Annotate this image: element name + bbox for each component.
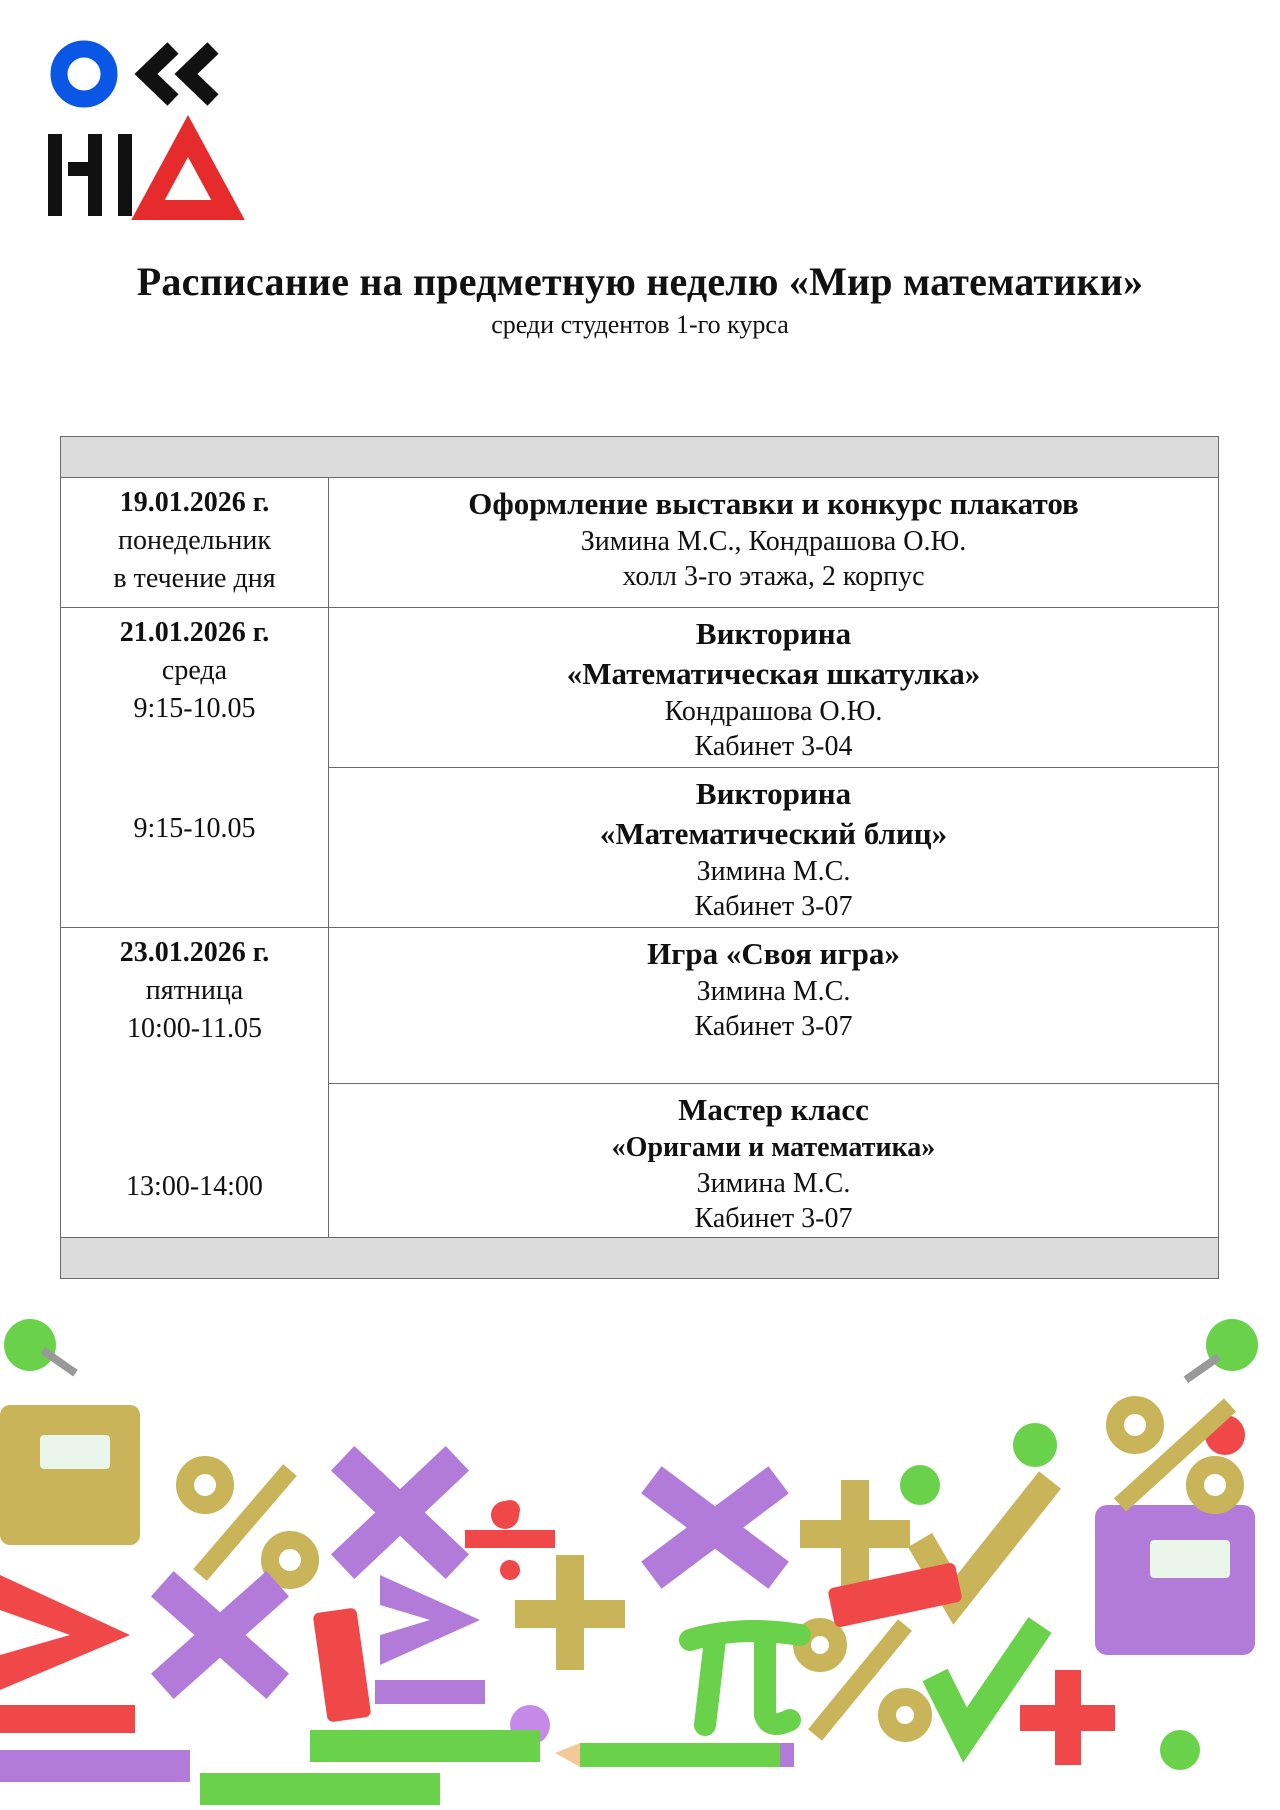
organization-logo: [48, 38, 258, 228]
schedule-table: [60, 436, 1219, 1279]
percent-sign-icon: [802, 1625, 923, 1735]
event-day: понедельник: [117, 525, 271, 556]
event-cell: [329, 478, 1219, 608]
date-cell: [61, 608, 329, 928]
event-teacher: Зимина М.С.: [696, 976, 851, 1007]
event-place: Кабинет 3-04: [694, 731, 853, 762]
notebook-icon: [1095, 1505, 1255, 1655]
page-subtitle: среди студентов 1-го курса: [491, 310, 789, 339]
multiply-sign-icon: [665, 1490, 765, 1565]
division-sign-icon: [465, 1500, 555, 1580]
greater-or-equal-icon: [0, 1575, 135, 1733]
plus-sign-icon: [1020, 1670, 1115, 1765]
notebook-icon: [0, 1405, 140, 1545]
greater-or-equal-icon: [375, 1575, 485, 1704]
event-cell: [329, 768, 1219, 928]
minus-sign-icon: [0, 1750, 190, 1782]
eraser-icon: [313, 1607, 372, 1722]
pencil-icon: [555, 1743, 794, 1767]
event-day: среда: [161, 655, 228, 686]
event-cell: [329, 1084, 1219, 1238]
event-time: 13:00-14:00: [126, 1171, 263, 1202]
date-cell: [61, 928, 329, 1238]
event-title: Викторина: [695, 776, 852, 811]
ruler-icon: [310, 1730, 540, 1762]
event-date: 23.01.2026 г.: [119, 937, 270, 968]
date-cell: [61, 478, 329, 608]
table-header-row: [61, 437, 1219, 478]
event-time: 9:15-10.05: [133, 813, 256, 844]
event-place: Кабинет 3-07: [694, 1011, 853, 1042]
push-pin-icon: [4, 1319, 78, 1376]
percent-sign-icon: [185, 1465, 310, 1580]
event-cell: [329, 928, 1219, 1084]
plus-sign-icon: [515, 1555, 625, 1670]
event-date: 19.01.2026 г.: [119, 487, 270, 518]
event-time: в течение дня: [113, 563, 276, 594]
multiply-sign-icon: [175, 1595, 265, 1675]
plus-sign-icon: [800, 1480, 910, 1590]
push-pin-icon: [1013, 1423, 1057, 1467]
event-teacher: Зимина М.С.: [696, 856, 851, 887]
table-row: [61, 608, 1219, 768]
event-title: Викторина: [695, 616, 852, 651]
event-title: Игра «Своя игра»: [647, 936, 900, 971]
event-title: Мастер класс: [678, 1092, 869, 1127]
table-row: [61, 928, 1219, 1084]
math-symbols-illustration: [0, 1305, 1280, 1810]
event-subtitle: «Математический блиц»: [599, 816, 948, 851]
event-title: Оформление выставки и конкурс плакатов: [468, 486, 1079, 521]
push-pin-icon: [1160, 1730, 1200, 1770]
event-date: 21.01.2026 г.: [119, 617, 270, 648]
multiply-sign-icon: [355, 1470, 445, 1555]
event-time: 10:00-11.05: [126, 1013, 263, 1044]
event-subtitle: «Оригами и математика»: [611, 1132, 936, 1163]
push-pin-icon: [900, 1465, 940, 1505]
event-teacher: Зимина М.С., Кондрашова О.Ю.: [580, 526, 967, 557]
event-day: пятница: [145, 975, 244, 1006]
table-footer-row: [61, 1238, 1219, 1279]
event-place: Кабинет 3-07: [694, 1203, 853, 1234]
event-place: Кабинет 3-07: [694, 891, 853, 922]
event-place: холл 3-го этажа, 2 корпус: [622, 561, 925, 592]
page-title: Расписание на предметную неделю «Мир математики»: [136, 259, 1144, 304]
event-teacher: Зимина М.С.: [696, 1168, 851, 1199]
event-teacher: Кондрашова О.Ю.: [664, 696, 883, 727]
event-subtitle: «Математическая шкатулка»: [566, 656, 981, 691]
push-pin-icon: [1184, 1319, 1258, 1383]
event-cell: [329, 608, 1219, 768]
table-row: [61, 478, 1219, 608]
ruler-icon: [200, 1773, 440, 1805]
percent-sign-icon: [1115, 1405, 1235, 1505]
event-time: 9:15-10.05: [133, 693, 256, 724]
pi-symbol-icon: [690, 1631, 800, 1725]
